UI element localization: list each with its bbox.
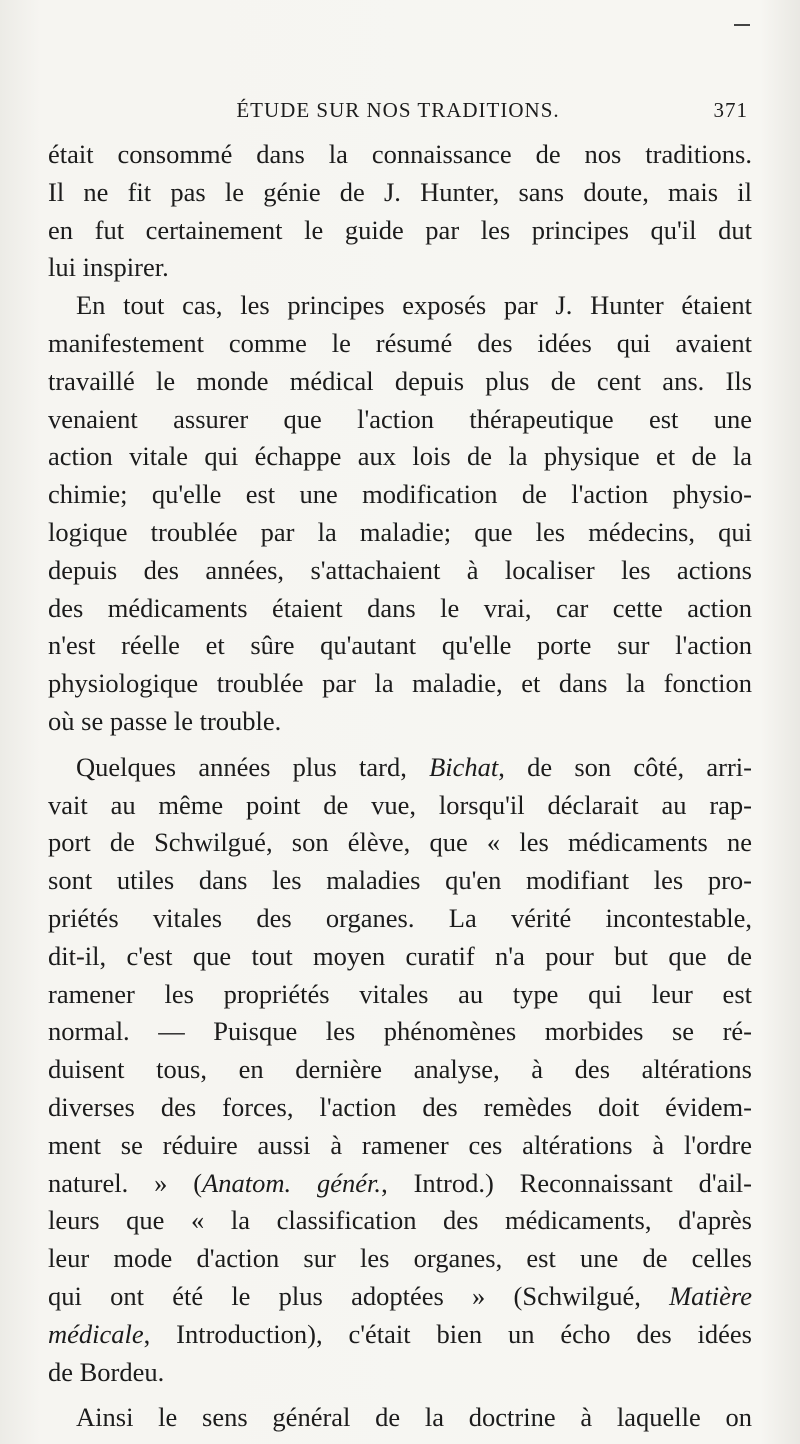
italic-name-bichat: Bichat [429,751,499,782]
text-line [48,1316,752,1354]
text-line: vait au même point de vue, lorsqu'il déclarait au rap- [48,789,752,820]
text-line: en fut certainement le guide par les principes qu'il dut [48,214,752,245]
text-line: où se passe le trouble. [48,705,282,736]
body-text [48,136,752,1437]
text-line: n'est réelle et sûre qu'autant qu'elle porte sur l'action [48,630,752,661]
text-line: logique troublée par la maladie; que les médecins, qui [48,516,752,547]
text-segment: naturel. » ( [48,1167,203,1198]
italic-citation-matiere: Matière [669,1280,752,1311]
paragraph-3 [48,749,752,1392]
text-segment: , de son côté, arri- [498,751,752,782]
text-line: Ainsi le sens général de la doctrine à laquelle on [76,1402,752,1433]
text-line: En tout cas, les principes exposés par J. Hunter étaient [76,290,752,321]
text-line [48,749,752,787]
text-line: sont utiles dans les maladies qu'en modifiant les pro- [48,865,752,896]
text-segment: qui ont été le plus adoptées » (Schwilgué, [48,1280,670,1311]
text-line: chimie; qu'elle est une modification de l'action physio- [48,479,752,510]
text-segment: , Introduction), c'était bien un écho des idées [143,1318,752,1349]
text-line: ramener les propriétés vitales au type qui leur est [48,978,752,1009]
text-line [48,1165,752,1203]
text-segment: Quelques années plus tard, [76,751,430,782]
text-line: leurs que « la classification des médicaments, d'après [48,1205,752,1236]
text-line: priétés vitales des organes. La vérité incontestable, [48,902,752,933]
text-line: diverses des forces, l'action des remèdes doit évidem- [48,1091,752,1122]
page-header [48,98,748,128]
text-line: ment se réduire aussi à ramener ces altérations à l'ordre [48,1129,752,1160]
text-line: était consommé dans la connaissance de nos traditions. [48,139,752,169]
text-line: physiologique troublée par la maladie, et dans la fonction [48,668,752,699]
text-line: dit-il, c'est que tout moyen curatif n'a pour but que de [48,940,752,971]
paragraph-1 [48,136,752,287]
text-line: normal. — Puisque les phénomènes morbides se ré- [48,1016,752,1047]
text-line: action vitale qui échappe aux lois de la physique et de la [48,441,752,472]
italic-citation-medicale: médicale [48,1318,144,1349]
text-line: leur mode d'action sur les organes, est une de celles [48,1243,752,1274]
paragraph-4 [48,1399,752,1437]
running-title: ÉTUDE SUR NOS TRADITIONS. [236,98,560,122]
text-segment: , Introd.) Reconnaissant d'ail- [381,1167,752,1198]
text-line: port de Schwilgué, son élève, que « les médicaments ne [48,827,752,858]
text-line: des médicaments étaient dans le vrai, car cette action [48,592,752,623]
text-line: travaillé le monde médical depuis plus de cent ans. Ils [48,365,752,396]
text-line: lui inspirer. [48,252,169,283]
text-line: Il ne fit pas le génie de J. Hunter, sans doute, mais il [48,176,752,207]
page-number: 371 [713,98,748,122]
text-line: duisent tous, en dernière analyse, à des altérations [48,1054,752,1085]
paragraph-2 [48,287,752,741]
text-line: venaient assurer que l'action thérapeutique est une [48,403,752,434]
text-line: depuis des années, s'attachaient à localiser les actions [48,554,752,585]
page-mark [734,24,750,26]
italic-citation-anatom: Anatom. génér. [202,1167,382,1198]
text-line [48,1278,752,1316]
text-line: de Bordeu. [48,1356,165,1387]
text-line: manifestement comme le résumé des idées qui avaient [48,327,752,358]
